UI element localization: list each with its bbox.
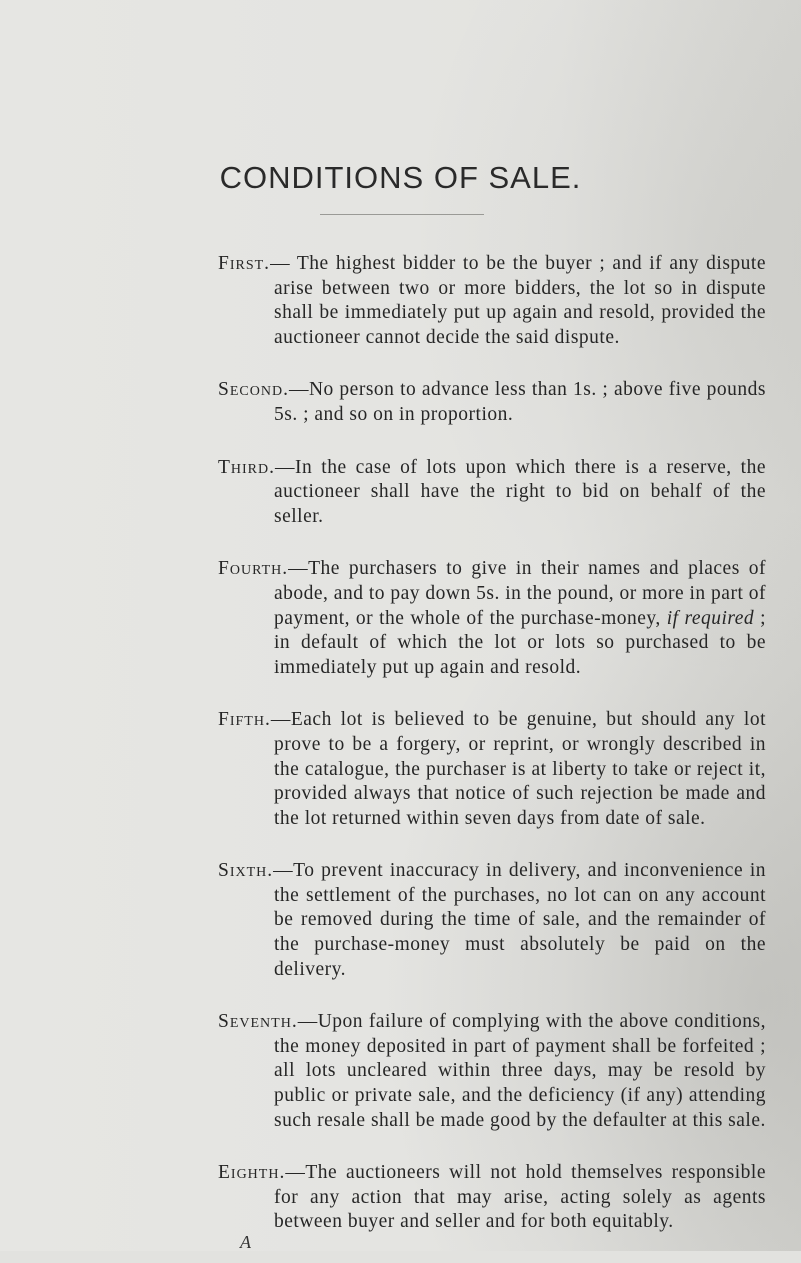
footer-mark: A bbox=[240, 1232, 251, 1252]
conditions-list bbox=[218, 252, 766, 1263]
condition-ordinal: Eighth. bbox=[218, 1162, 286, 1184]
condition-text: —The auctioneers will not hold themselves responsible for any action that may arise, acting solely as agents between buyer and seller and for both equitably. bbox=[274, 1162, 766, 1233]
condition-second bbox=[218, 378, 766, 427]
condition-text: ; in default of which the lot or lots so purchased to be immediately put up again and resold. bbox=[274, 607, 767, 678]
condition-ordinal: Sixth. bbox=[218, 860, 274, 882]
condition-text: —Each lot is believed to be genuine, but should any lot prove to be a forgery, or reprint, or wrongly described in the catalogue, the purchaser is at liberty to take or reject it, provided always that notice of such rejection be made and the lot returned within seven days from date of sale. bbox=[270, 709, 766, 829]
condition-ordinal: Fifth. bbox=[218, 709, 271, 731]
condition-fourth bbox=[218, 557, 766, 680]
condition-ordinal: Third. bbox=[218, 456, 276, 478]
condition-text: —No person to advance less than 1s. ; above five pounds 5s. ; and so on in proportion. bbox=[274, 379, 766, 425]
condition-ordinal: First. bbox=[218, 253, 271, 274]
condition-text: — The highest bidder to be the buyer ; and if any dispute arise between two or more bidders, the lot so in dispute shall be immediately put up again and resold, provided the auctioneer cannot decide the said dispute. bbox=[270, 253, 766, 348]
condition-text: —In the case of lots upon which there is a reserve, the auctioneer shall have the right to bid on behalf of the seller. bbox=[274, 456, 766, 527]
condition-text: —To prevent inaccuracy in delivery, and inconvenience in the settlement of the purchases, no lot can on any account be removed during the time of sale, and the remainder of the purchase-money must absolutely be paid on the delivery. bbox=[273, 860, 766, 980]
title-divider bbox=[320, 214, 484, 215]
condition-seventh bbox=[218, 1010, 766, 1133]
condition-ordinal: Second. bbox=[218, 379, 289, 401]
condition-fifth bbox=[218, 708, 766, 831]
condition-ordinal: Fourth. bbox=[218, 558, 289, 580]
condition-sixth bbox=[218, 859, 766, 982]
condition-eighth bbox=[218, 1161, 766, 1235]
page-title: CONDITIONS OF SALE. bbox=[219, 160, 582, 195]
condition-emphasis: if required bbox=[666, 607, 755, 629]
condition-ordinal: Seventh. bbox=[218, 1011, 298, 1033]
condition-first bbox=[218, 252, 766, 350]
condition-text: —The purchasers to give in their names and places of abode, and to pay down 5s. in the pound, or more in part of payment, or the whole of the purchase-money, bbox=[274, 558, 766, 629]
condition-third bbox=[218, 456, 766, 530]
condition-text: —Upon failure of complying with the above conditions, the money deposited in part of payment shall be forfeited ; all lots uncleared within three days, may be resold by public or private sale, and the deficiency (if any) attending such resale shall be made good by the defaulter at this sale. bbox=[274, 1011, 766, 1131]
